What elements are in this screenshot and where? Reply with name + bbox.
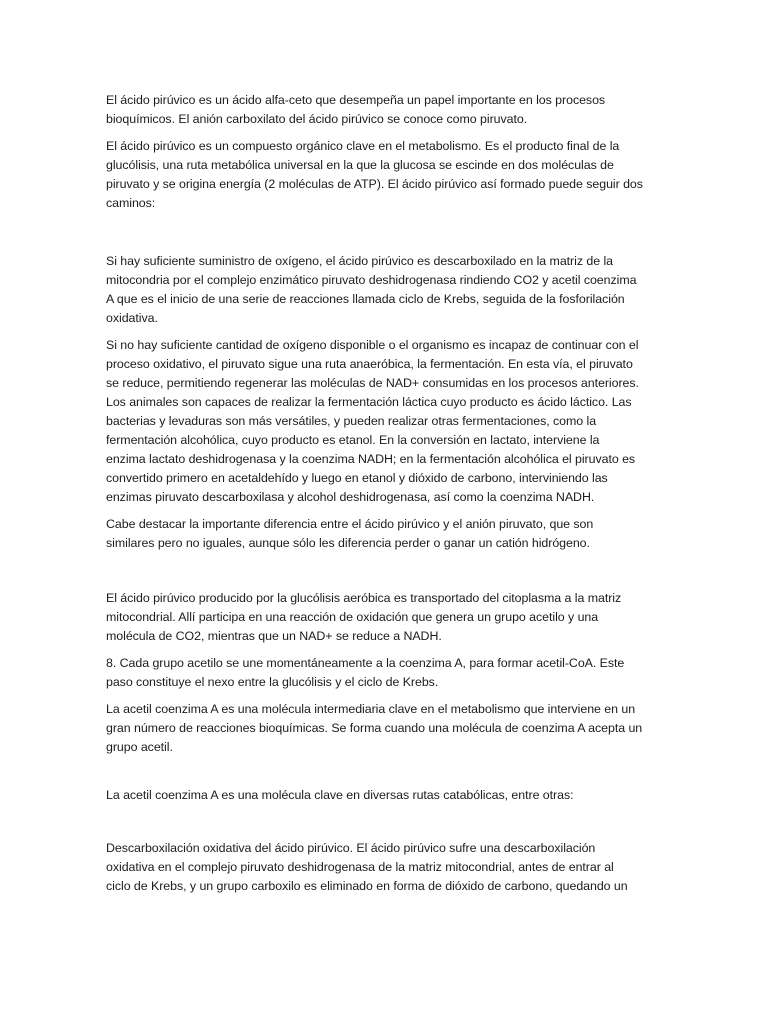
paragraph: El ácido pirúvico es un compuesto orgánico clave en el metabolismo. Es el producto final de la glucólisis, una ruta metabólica universal en la que la glucosa se escinde en dos moléculas de piruvato y se origina energía (2 moléculas de ATP). El ácido pirúvico así formado puede seguir dos caminos: [106,139,643,210]
paragraph: Descarboxilación oxidativa del ácido pirúvico. El ácido pirúvico sufre una descarboxilación oxidativa en el complejo piruvato deshidrogenasa de la matriz mitocondrial, antes de entrar al ciclo de Krebs, y un grupo carboxilo es eliminado en forma de dióxido de carbono, quedando un [106,841,628,893]
paragraph: Si no hay suficiente cantidad de oxígeno disponible o el organismo es incapaz de continuar con el proceso oxidativo, el piruvato sigue una ruta anaeróbica, la fermentación. En esta vía, el piruvato se reduce, permitiendo regenerar las moléculas de NAD+ consumidas en los procesos anteriores. Los animales son capaces de realizar la fermentación láctica cuyo producto es ácido láctico. Las bacterias y levaduras son más versátiles, y pueden realizar otras fermentaciones, como la fermentación alcohólica, cuyo producto es etanol. En la conversión en lactato, interviene la enzima lactato deshidrogenasa y la coenzima NADH; en la fermentación alcohólica el piruvato es convertido primero en acetaldehído y luego en etanol y dióxido de carbono, interviniendo las enzimas piruvato descarboxilasa y alcohol deshidrogenasa, así como la coenzima NADH. [106,338,639,504]
paragraph: El ácido pirúvico producido por la glucólisis aeróbica es transportado del citoplasma a la matriz mitocondrial. Allí participa en una reacción de oxidación que genera un grupo acetilo y una molécula de CO2, mientras que un NAD+ se reduce a NADH. [106,591,622,643]
paragraph: Si hay suficiente suministro de oxígeno, el ácido pirúvico es descarboxilado en la matriz de la mitocondria por el complejo enzimático piruvato deshidrogenasa rindiendo CO2 y acetil coenzima A que es el inicio de una serie de reacciones llamada ciclo de Krebs, seguida de la fosforilación oxidativa. [106,254,637,325]
paragraph: 8. Cada grupo acetilo se une momentáneamente a la coenzima A, para formar acetil-CoA. Este paso constituye el nexo entre la glucólisis y el ciclo de Krebs. [106,656,625,689]
paragraph: La acetil coenzima A es una molécula clave en diversas rutas catabólicas, entre otras: [106,788,574,802]
paragraph: Cabe destacar la importante diferencia entre el ácido pirúvico y el anión piruvato, que son similares pero no iguales, aunque sólo les diferencia perder o ganar un catión hidrógeno. [106,517,594,550]
document-page [106,91,666,896]
paragraph: El ácido pirúvico es un ácido alfa-ceto que desempeña un papel importante en los procesos bioquímicos. El anión carboxilato del ácido pirúvico se conoce como piruvato. [106,93,606,126]
paragraph: La acetil coenzima A es una molécula intermediaria clave en el metabolismo que interviene en un gran número de reacciones bioquímicas. Se forma cuando una molécula de coenzima A acepta un grupo acetil. [106,702,643,754]
